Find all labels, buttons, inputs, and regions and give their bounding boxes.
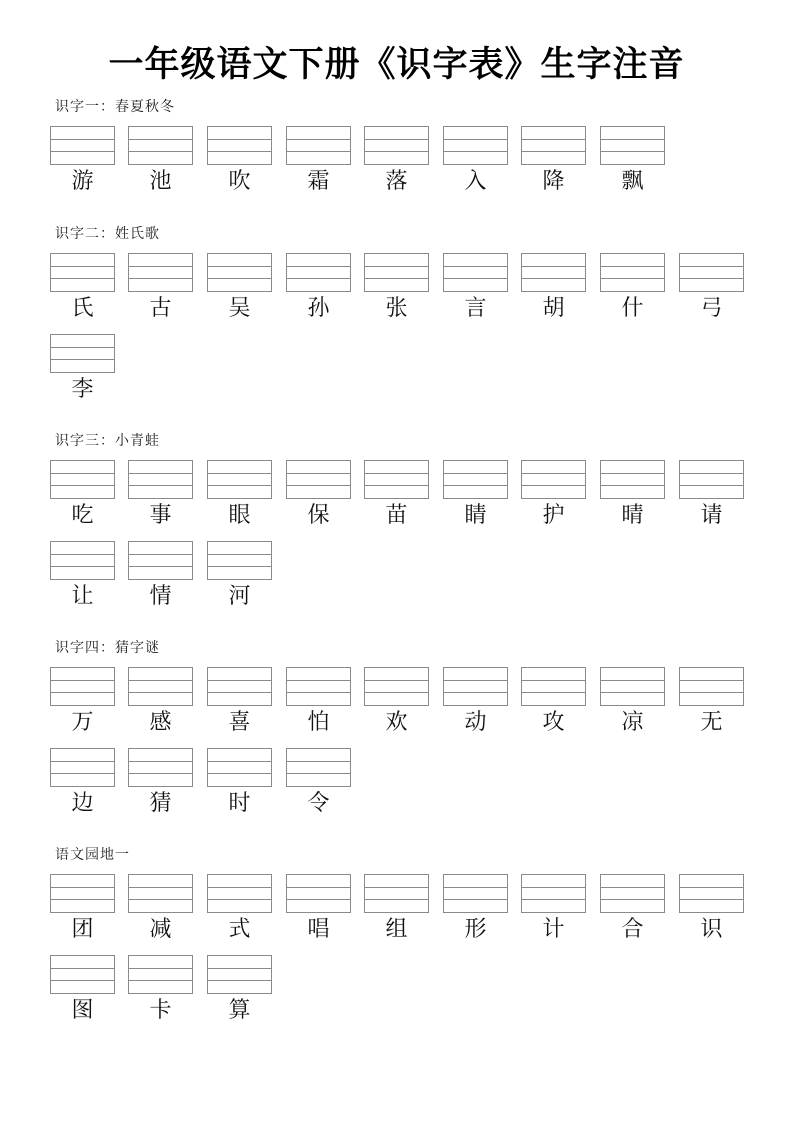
character-cell (364, 460, 429, 534)
guide-line (522, 266, 585, 267)
guide-line (51, 773, 114, 774)
guide-line (51, 899, 114, 900)
pinyin-writing-box[interactable] (50, 253, 115, 292)
pinyin-writing-box[interactable] (128, 874, 193, 913)
character-cell (600, 126, 665, 200)
hanzi-character: 怕 (307, 710, 330, 735)
section-label: 识字四：猜字谜 (55, 640, 160, 656)
guide-line (444, 485, 507, 486)
guide-line (208, 151, 271, 152)
hanzi-character: 让 (71, 584, 94, 609)
pinyin-writing-box[interactable] (50, 126, 115, 165)
pinyin-writing-box[interactable] (207, 874, 272, 913)
hanzi-character: 游 (71, 169, 94, 194)
character-cell (50, 460, 115, 534)
section-label: 识字一：春夏秋冬 (55, 99, 175, 115)
guide-line (51, 278, 114, 279)
character-cell (679, 253, 744, 327)
pinyin-writing-box[interactable] (207, 667, 272, 706)
hanzi-character: 古 (149, 296, 172, 321)
pinyin-writing-box[interactable] (128, 126, 193, 165)
hanzi-character: 晴 (621, 503, 644, 528)
pinyin-writing-box[interactable] (207, 460, 272, 499)
hanzi-character: 弓 (700, 296, 723, 321)
guide-line (444, 266, 507, 267)
pinyin-writing-box[interactable] (364, 253, 429, 292)
guide-line (287, 151, 350, 152)
guide-line (129, 980, 192, 981)
hanzi-character: 吃 (71, 503, 94, 528)
character-cell (286, 874, 351, 948)
guide-line (680, 692, 743, 693)
guide-line (208, 980, 271, 981)
pinyin-writing-box[interactable] (207, 126, 272, 165)
hanzi-character: 凉 (621, 710, 644, 735)
guide-line (444, 473, 507, 474)
character-cell (128, 541, 193, 615)
guide-line (129, 139, 192, 140)
guide-line (365, 485, 428, 486)
character-cell (50, 874, 115, 948)
pinyin-writing-box[interactable] (128, 955, 193, 994)
pinyin-writing-box[interactable] (50, 460, 115, 499)
guide-line (287, 278, 350, 279)
guide-line (365, 278, 428, 279)
pinyin-writing-box[interactable] (521, 667, 586, 706)
hanzi-character: 识 (700, 917, 723, 942)
guide-line (444, 692, 507, 693)
pinyin-writing-box[interactable] (679, 667, 744, 706)
hanzi-character: 猜 (149, 791, 172, 816)
character-cell (50, 748, 115, 822)
character-cell (128, 748, 193, 822)
character-cell (679, 667, 744, 741)
guide-line (680, 485, 743, 486)
guide-line (680, 278, 743, 279)
pinyin-writing-box[interactable] (50, 955, 115, 994)
pinyin-writing-box[interactable] (128, 667, 193, 706)
pinyin-writing-box[interactable] (521, 253, 586, 292)
character-cell (207, 253, 272, 327)
hanzi-character: 事 (149, 503, 172, 528)
hanzi-character: 霜 (307, 169, 330, 194)
pinyin-writing-box[interactable] (286, 874, 351, 913)
hanzi-character: 孙 (307, 296, 330, 321)
hanzi-character: 感 (149, 710, 172, 735)
character-cell (128, 667, 193, 741)
hanzi-character: 算 (228, 998, 251, 1023)
hanzi-character: 无 (700, 710, 723, 735)
guide-line (208, 278, 271, 279)
guide-line (51, 485, 114, 486)
hanzi-character: 护 (542, 503, 565, 528)
guide-line (365, 680, 428, 681)
guide-line (522, 139, 585, 140)
guide-line (129, 151, 192, 152)
guide-line (129, 554, 192, 555)
guide-line (287, 266, 350, 267)
guide-line (208, 968, 271, 969)
guide-line (287, 887, 350, 888)
hanzi-character: 万 (71, 710, 94, 735)
character-cell (364, 126, 429, 200)
character-cell (207, 667, 272, 741)
section-label: 语文园地一 (55, 847, 130, 863)
character-cell (128, 460, 193, 534)
guide-line (51, 473, 114, 474)
character-cell (128, 874, 193, 948)
guide-line (601, 692, 664, 693)
guide-line (129, 761, 192, 762)
pinyin-writing-box[interactable] (207, 955, 272, 994)
hanzi-character: 落 (385, 169, 408, 194)
character-cell (521, 874, 586, 948)
guide-line (51, 887, 114, 888)
pinyin-writing-box[interactable] (286, 126, 351, 165)
guide-line (208, 473, 271, 474)
hanzi-character: 苗 (385, 503, 408, 528)
hanzi-character: 情 (149, 584, 172, 609)
pinyin-writing-box[interactable] (364, 874, 429, 913)
character-cell (443, 874, 508, 948)
hanzi-character: 唱 (307, 917, 330, 942)
character-cell (600, 460, 665, 534)
pinyin-writing-box[interactable] (679, 874, 744, 913)
pinyin-writing-box[interactable] (600, 667, 665, 706)
pinyin-writing-box[interactable] (50, 874, 115, 913)
guide-line (680, 887, 743, 888)
pinyin-writing-box[interactable] (207, 253, 272, 292)
pinyin-writing-box[interactable] (443, 126, 508, 165)
guide-line (129, 968, 192, 969)
character-cell (128, 253, 193, 327)
pinyin-writing-box[interactable] (50, 541, 115, 580)
guide-line (365, 887, 428, 888)
pinyin-writing-box[interactable] (286, 253, 351, 292)
character-cell (364, 253, 429, 327)
hanzi-character: 喜 (228, 710, 251, 735)
character-cell (679, 874, 744, 948)
pinyin-writing-box[interactable] (50, 667, 115, 706)
guide-line (601, 473, 664, 474)
pinyin-writing-box[interactable] (50, 748, 115, 787)
character-cell (286, 126, 351, 200)
hanzi-character: 吹 (228, 169, 251, 194)
guide-line (287, 692, 350, 693)
guide-line (208, 266, 271, 267)
character-cell (50, 334, 115, 408)
pinyin-writing-box[interactable] (128, 460, 193, 499)
hanzi-character: 吴 (228, 296, 251, 321)
guide-line (522, 278, 585, 279)
guide-line (444, 278, 507, 279)
guide-line (51, 680, 114, 681)
guide-line (522, 151, 585, 152)
pinyin-writing-box[interactable] (50, 334, 115, 373)
guide-line (444, 899, 507, 900)
guide-line (208, 554, 271, 555)
hanzi-character: 言 (464, 296, 487, 321)
hanzi-character: 降 (542, 169, 565, 194)
guide-line (365, 151, 428, 152)
guide-line (601, 680, 664, 681)
guide-line (208, 139, 271, 140)
guide-line (129, 266, 192, 267)
guide-line (601, 887, 664, 888)
character-cell (207, 955, 272, 1029)
character-cell (286, 748, 351, 822)
guide-line (365, 139, 428, 140)
guide-line (365, 899, 428, 900)
guide-line (129, 566, 192, 567)
pinyin-writing-box[interactable] (364, 667, 429, 706)
hanzi-character: 图 (71, 998, 94, 1023)
guide-line (522, 680, 585, 681)
guide-line (129, 692, 192, 693)
hanzi-character: 团 (71, 917, 94, 942)
guide-line (51, 266, 114, 267)
pinyin-writing-box[interactable] (443, 253, 508, 292)
guide-line (51, 139, 114, 140)
pinyin-writing-box[interactable] (521, 460, 586, 499)
character-cell (207, 460, 272, 534)
character-cell (207, 748, 272, 822)
hanzi-character: 请 (700, 503, 723, 528)
pinyin-writing-box[interactable] (128, 253, 193, 292)
guide-line (522, 899, 585, 900)
guide-line (208, 485, 271, 486)
hanzi-character: 边 (71, 791, 94, 816)
pinyin-writing-box[interactable] (364, 460, 429, 499)
hanzi-character: 入 (464, 169, 487, 194)
guide-line (287, 473, 350, 474)
guide-line (601, 278, 664, 279)
guide-line (680, 680, 743, 681)
character-cell (286, 253, 351, 327)
pinyin-writing-box[interactable] (364, 126, 429, 165)
pinyin-writing-box[interactable] (521, 874, 586, 913)
guide-line (444, 151, 507, 152)
character-cell (521, 460, 586, 534)
guide-line (601, 151, 664, 152)
character-cell (443, 126, 508, 200)
guide-line (51, 359, 114, 360)
pinyin-writing-box[interactable] (128, 541, 193, 580)
character-cell (443, 460, 508, 534)
character-cell (600, 253, 665, 327)
hanzi-character: 减 (149, 917, 172, 942)
character-cell (286, 460, 351, 534)
hanzi-character: 飘 (621, 169, 644, 194)
guide-line (365, 692, 428, 693)
guide-line (601, 139, 664, 140)
guide-line (208, 692, 271, 693)
pinyin-writing-box[interactable] (679, 253, 744, 292)
guide-line (51, 347, 114, 348)
pinyin-writing-box[interactable] (286, 748, 351, 787)
guide-line (208, 899, 271, 900)
hanzi-character: 时 (228, 791, 251, 816)
character-cell (50, 955, 115, 1029)
guide-line (365, 473, 428, 474)
guide-line (51, 980, 114, 981)
guide-line (129, 473, 192, 474)
guide-line (444, 887, 507, 888)
guide-line (51, 554, 114, 555)
guide-line (680, 899, 743, 900)
hanzi-character: 睛 (464, 503, 487, 528)
character-cell (443, 667, 508, 741)
page-title: 一年级语文下册《识字表》生字注音 (108, 45, 685, 85)
character-cell (207, 874, 272, 948)
character-cell (600, 667, 665, 741)
pinyin-writing-box[interactable] (679, 460, 744, 499)
hanzi-character: 张 (385, 296, 408, 321)
guide-line (522, 887, 585, 888)
hanzi-character: 令 (307, 791, 330, 816)
hanzi-character: 组 (385, 917, 408, 942)
guide-line (51, 968, 114, 969)
hanzi-character: 式 (228, 917, 251, 942)
pinyin-writing-box[interactable] (443, 460, 508, 499)
pinyin-writing-box[interactable] (600, 460, 665, 499)
pinyin-writing-box[interactable] (443, 667, 508, 706)
character-cell (364, 874, 429, 948)
guide-line (129, 887, 192, 888)
character-cell (679, 460, 744, 534)
guide-line (51, 151, 114, 152)
character-cell (50, 667, 115, 741)
pinyin-writing-box[interactable] (207, 748, 272, 787)
hanzi-character: 李 (71, 377, 94, 402)
guide-line (444, 680, 507, 681)
guide-line (287, 761, 350, 762)
hanzi-character: 合 (621, 917, 644, 942)
character-cell (50, 253, 115, 327)
pinyin-writing-box[interactable] (600, 253, 665, 292)
hanzi-character: 什 (621, 296, 644, 321)
section-label: 识字二：姓氏歌 (55, 226, 160, 242)
guide-line (680, 266, 743, 267)
guide-line (51, 566, 114, 567)
guide-line (51, 692, 114, 693)
guide-line (129, 899, 192, 900)
guide-line (208, 761, 271, 762)
character-cell (50, 541, 115, 615)
guide-line (129, 680, 192, 681)
pinyin-writing-box[interactable] (128, 748, 193, 787)
character-cell (286, 667, 351, 741)
character-cell (364, 667, 429, 741)
guide-line (444, 139, 507, 140)
guide-line (129, 773, 192, 774)
pinyin-writing-box[interactable] (443, 874, 508, 913)
guide-line (522, 692, 585, 693)
character-cell (50, 126, 115, 200)
guide-line (601, 485, 664, 486)
hanzi-character: 攻 (542, 710, 565, 735)
guide-line (287, 680, 350, 681)
hanzi-character: 卡 (149, 998, 172, 1023)
guide-line (208, 680, 271, 681)
guide-line (208, 773, 271, 774)
character-cell (207, 541, 272, 615)
guide-line (365, 266, 428, 267)
hanzi-character: 形 (464, 917, 487, 942)
character-cell (443, 253, 508, 327)
section-label: 识字三：小青蛙 (55, 433, 160, 449)
pinyin-writing-box[interactable] (286, 460, 351, 499)
guide-line (51, 761, 114, 762)
guide-line (129, 485, 192, 486)
guide-line (680, 473, 743, 474)
character-cell (521, 126, 586, 200)
hanzi-character: 计 (542, 917, 565, 942)
guide-line (522, 485, 585, 486)
character-cell (128, 126, 193, 200)
pinyin-writing-box[interactable] (521, 126, 586, 165)
character-cell (207, 126, 272, 200)
character-cell (600, 874, 665, 948)
pinyin-writing-box[interactable] (286, 667, 351, 706)
hanzi-character: 动 (464, 710, 487, 735)
guide-line (208, 566, 271, 567)
pinyin-writing-box[interactable] (207, 541, 272, 580)
pinyin-writing-box[interactable] (600, 126, 665, 165)
character-cell (521, 667, 586, 741)
hanzi-character: 保 (307, 503, 330, 528)
guide-line (129, 278, 192, 279)
guide-line (287, 139, 350, 140)
guide-line (287, 485, 350, 486)
hanzi-character: 氏 (71, 296, 94, 321)
guide-line (601, 899, 664, 900)
guide-line (287, 773, 350, 774)
character-cell (128, 955, 193, 1029)
hanzi-character: 池 (149, 169, 172, 194)
hanzi-character: 眼 (228, 503, 251, 528)
hanzi-character: 胡 (542, 296, 565, 321)
guide-line (601, 266, 664, 267)
pinyin-writing-box[interactable] (600, 874, 665, 913)
guide-line (287, 899, 350, 900)
guide-line (522, 473, 585, 474)
guide-line (208, 887, 271, 888)
character-cell (521, 253, 586, 327)
hanzi-character: 欢 (385, 710, 408, 735)
hanzi-character: 河 (228, 584, 251, 609)
